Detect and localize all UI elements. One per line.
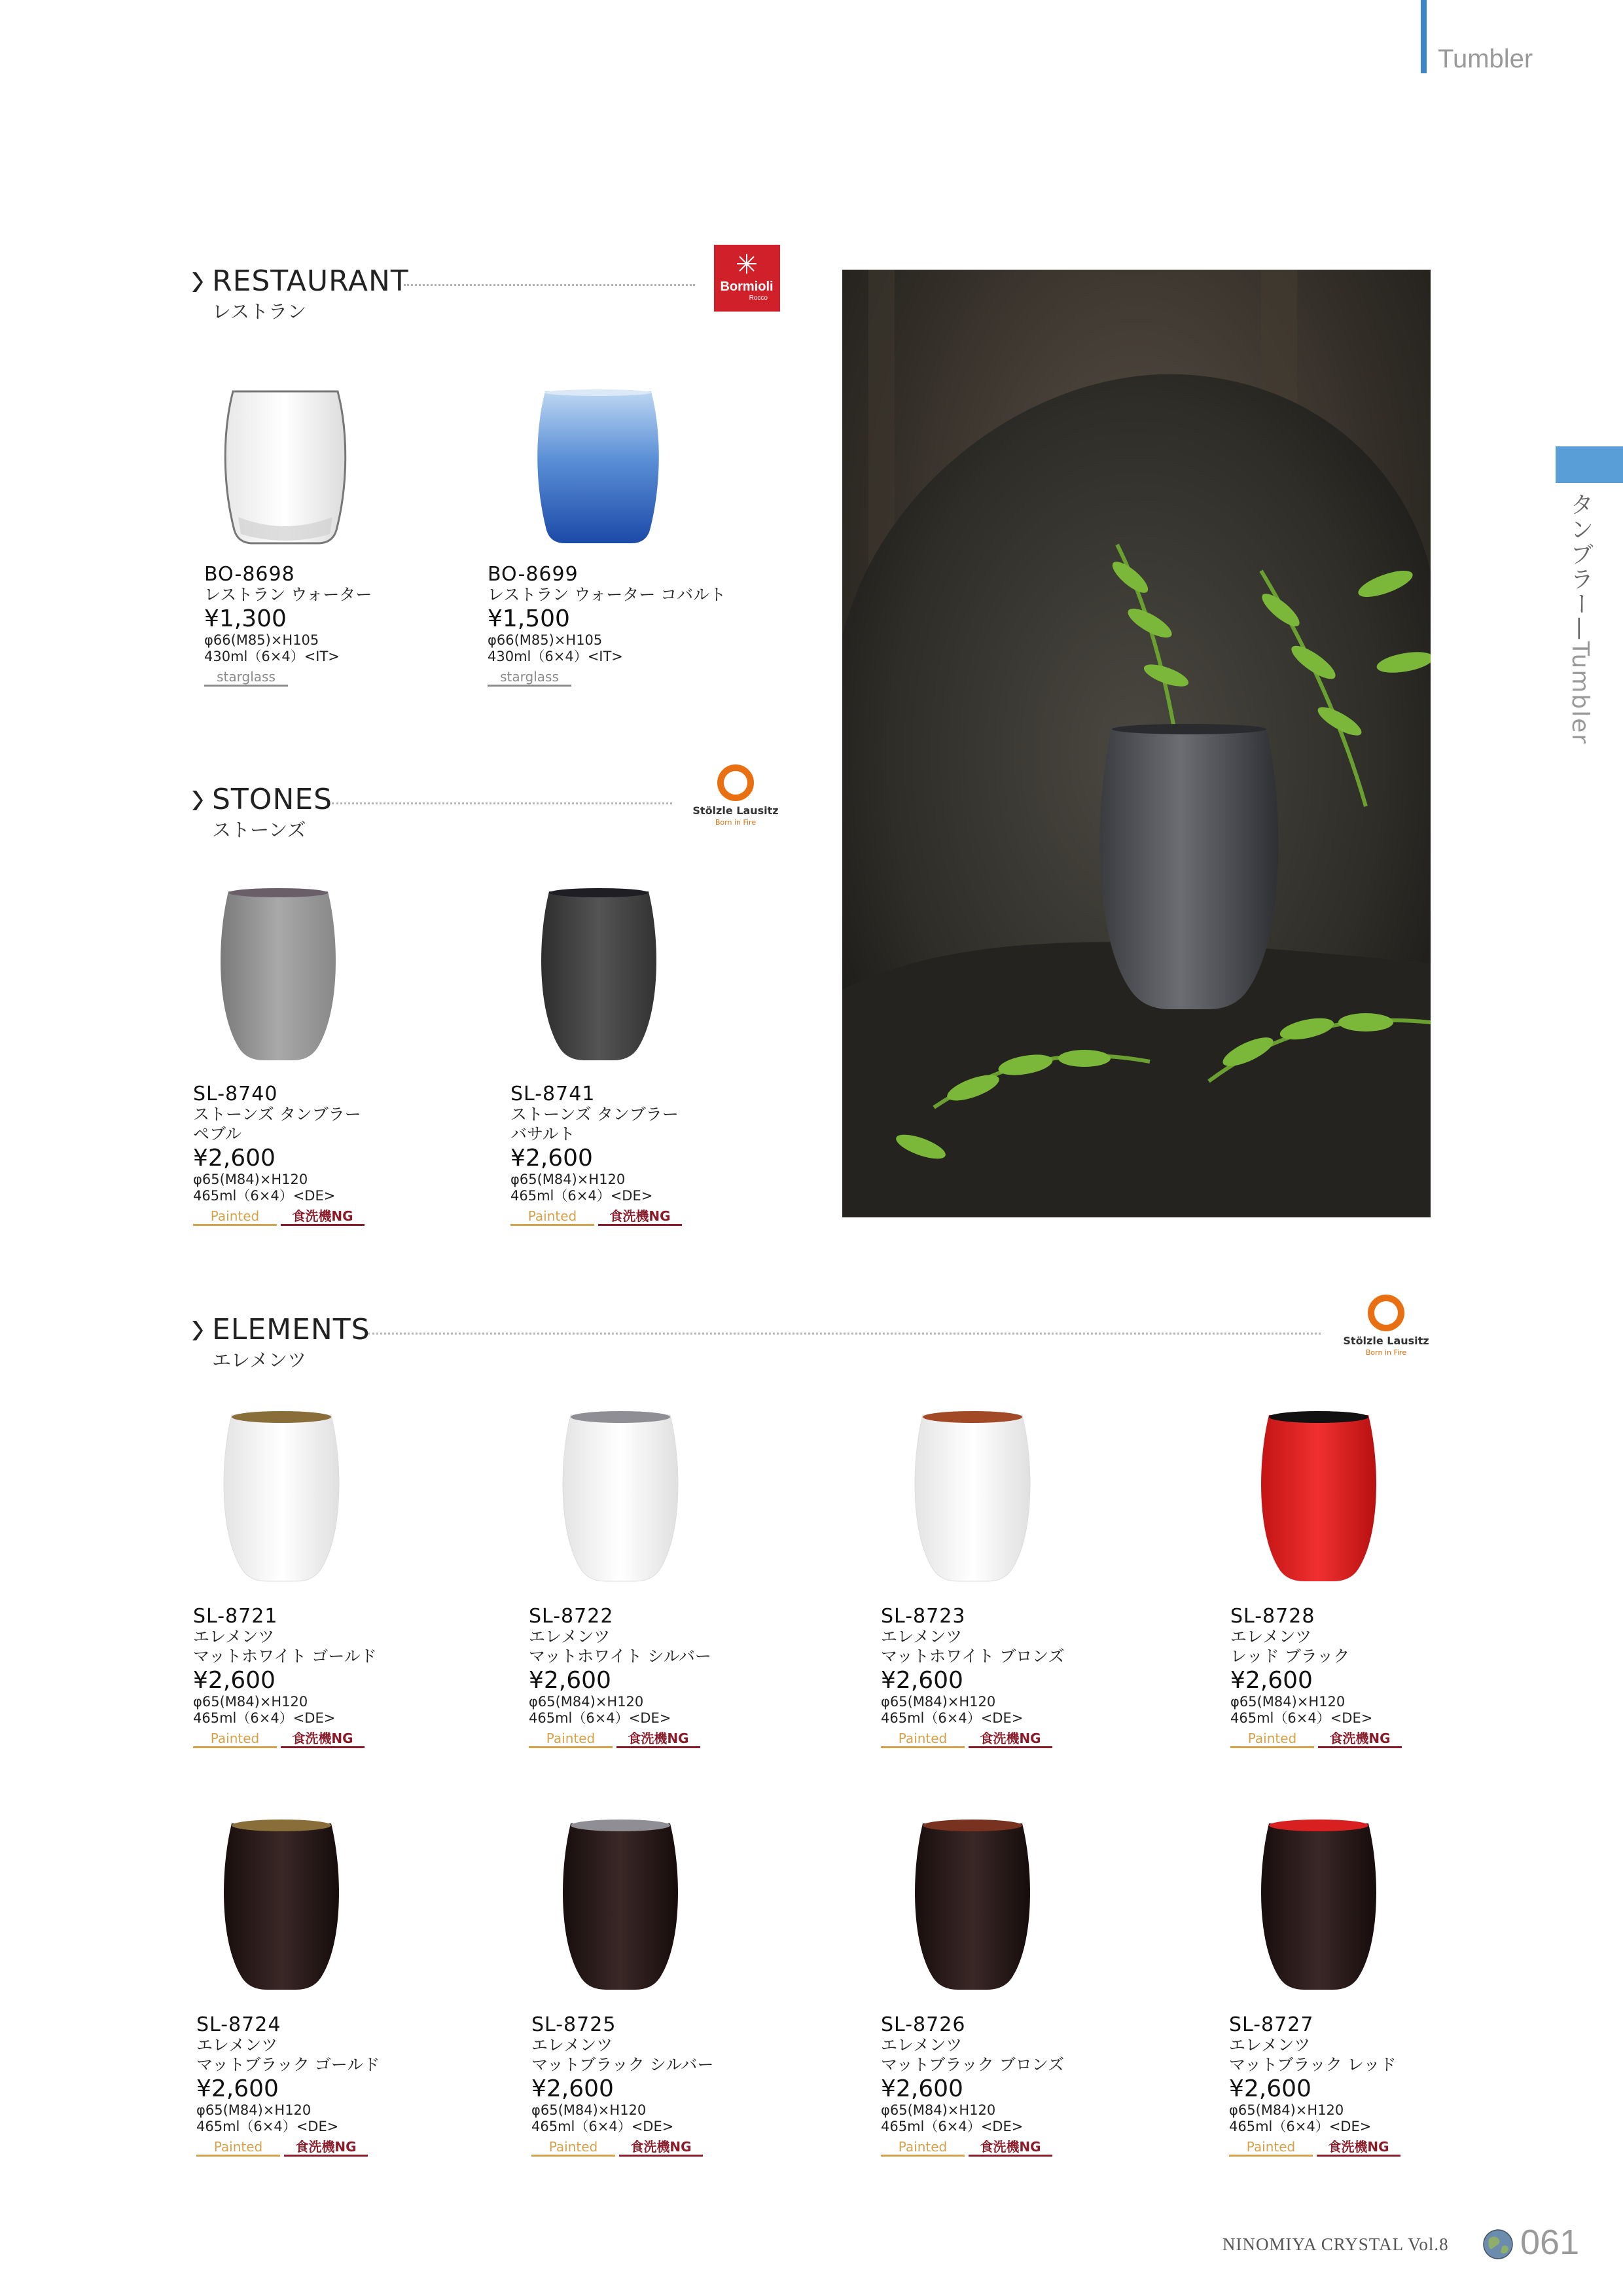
stolzle-logo-name: Stölzle Lausitz bbox=[692, 804, 779, 817]
badge-dishwasher-ng: 食洗機NG bbox=[1318, 1731, 1402, 1748]
side-index-tab[interactable] bbox=[1556, 446, 1623, 483]
side-label-en: Tumbler bbox=[1567, 641, 1594, 745]
product-card-sl-8727[interactable] bbox=[1229, 1820, 1491, 2212]
badge-painted: Painted bbox=[881, 2139, 965, 2157]
product-code: BO-8698 bbox=[204, 563, 295, 586]
product-name-line-2: マットホワイト シルバー bbox=[529, 1647, 711, 1666]
product-name-line-1: エレメンツ bbox=[881, 1627, 963, 1646]
badge-dishwasher-ng: 食洗機NG bbox=[281, 1731, 365, 1748]
product-price: ¥2,600 bbox=[529, 1667, 611, 1694]
globe-icon bbox=[1482, 2229, 1514, 2260]
product-capacity: 430ml（6×4）<IT> bbox=[204, 649, 340, 664]
white-gold-tumbler-image bbox=[223, 1411, 340, 1585]
badge-dishwasher-ng: 食洗機NG bbox=[969, 2139, 1052, 2157]
section-divider bbox=[332, 802, 672, 804]
product-price: ¥2,600 bbox=[881, 1667, 963, 1694]
chevron-right-icon bbox=[191, 271, 203, 293]
product-name-line-2: マットブラック シルバー bbox=[531, 2055, 714, 2074]
chevron-right-icon bbox=[191, 789, 203, 812]
product-capacity: 465ml（6×4）<DE> bbox=[881, 2119, 1024, 2134]
product-info bbox=[204, 564, 372, 687]
product-info bbox=[193, 1084, 365, 1226]
product-size: φ66(M85)×H105 bbox=[488, 632, 603, 648]
stone-tumbler-photo-subject bbox=[1100, 728, 1279, 1009]
product-name-line-2: マットブラック レッド bbox=[1229, 2055, 1397, 2074]
badge-dishwasher-ng: 食洗機NG bbox=[619, 2139, 703, 2157]
product-card-bo-8698[interactable] bbox=[204, 386, 466, 779]
product-code: SL-8726 bbox=[881, 2013, 966, 2036]
badge-painted: Painted bbox=[510, 1208, 594, 1226]
product-card-sl-8740[interactable] bbox=[193, 888, 455, 1280]
white-silver-tumbler-image bbox=[562, 1411, 679, 1585]
product-price: ¥1,500 bbox=[488, 605, 570, 632]
black-silver-tumbler-image bbox=[562, 1820, 679, 1993]
black-red-tumbler-image bbox=[1260, 1820, 1378, 1993]
product-name-line-1: ストーンズ タンブラー bbox=[510, 1105, 679, 1124]
product-code: SL-8721 bbox=[193, 1605, 278, 1628]
side-label-sep: — bbox=[1567, 617, 1594, 641]
product-price: ¥2,600 bbox=[1230, 1667, 1313, 1694]
product-price: ¥1,300 bbox=[204, 605, 287, 632]
chevron-right-icon bbox=[191, 1319, 203, 1342]
product-size: φ66(M85)×H105 bbox=[204, 632, 319, 648]
side-index-label bbox=[1565, 492, 1594, 745]
product-price: ¥2,600 bbox=[193, 1667, 276, 1694]
product-size: φ65(M84)×H120 bbox=[881, 1694, 996, 1710]
white-bronze-tumbler-image bbox=[914, 1411, 1031, 1585]
product-info bbox=[881, 2015, 1064, 2157]
product-name-line-2: レッド ブラック bbox=[1230, 1647, 1350, 1666]
product-name-line-2: マットホワイト ブロンズ bbox=[881, 1647, 1065, 1666]
product-code: BO-8699 bbox=[488, 563, 579, 586]
product-name-line-2: バサルト bbox=[510, 1124, 575, 1143]
product-info bbox=[196, 2015, 380, 2157]
pebble-tumbler-image bbox=[219, 888, 337, 1064]
footer-publication-title: NINOMIYA CRYSTAL Vol.8 bbox=[1222, 2234, 1449, 2254]
clear-tumbler-image bbox=[220, 386, 351, 550]
product-name: レストラン ウォーター コバルト bbox=[488, 585, 726, 604]
section-heading-stones bbox=[191, 783, 702, 842]
product-card-sl-8723[interactable] bbox=[881, 1411, 1143, 1804]
product-code: SL-8725 bbox=[531, 2013, 616, 2036]
stolzle-logo-tag: Born in Fire bbox=[1365, 1348, 1407, 1357]
product-info bbox=[529, 1606, 711, 1748]
product-price: ¥2,600 bbox=[193, 1145, 276, 1172]
badge-painted: Painted bbox=[1229, 2139, 1313, 2157]
badge-starglass: starglass bbox=[488, 669, 571, 687]
product-price: ¥2,600 bbox=[881, 2075, 963, 2102]
product-price: ¥2,600 bbox=[510, 1145, 593, 1172]
product-price: ¥2,600 bbox=[531, 2075, 614, 2102]
badge-painted: Painted bbox=[531, 2139, 615, 2157]
product-card-sl-8728[interactable] bbox=[1230, 1411, 1492, 1804]
product-info bbox=[193, 1606, 377, 1748]
section-title: ELEMENTS bbox=[212, 1313, 370, 1346]
badge-painted: Painted bbox=[881, 1731, 965, 1748]
stolzle-ring-icon bbox=[1366, 1293, 1406, 1333]
section-divider bbox=[404, 284, 695, 286]
product-card-sl-8725[interactable] bbox=[531, 1820, 793, 2212]
product-code: SL-8723 bbox=[881, 1605, 966, 1628]
product-name-line-1: エレメンツ bbox=[531, 2036, 613, 2054]
product-card-sl-8726[interactable] bbox=[881, 1820, 1143, 2212]
product-info bbox=[488, 564, 726, 687]
badge-painted: Painted bbox=[529, 1731, 613, 1748]
product-size: φ65(M84)×H120 bbox=[510, 1172, 626, 1187]
product-name-line-1: エレメンツ bbox=[1230, 1627, 1312, 1646]
section-heading-elements bbox=[191, 1313, 1435, 1372]
product-code: SL-8722 bbox=[529, 1605, 614, 1628]
badge-painted: Painted bbox=[1230, 1731, 1314, 1748]
product-name-line-1: エレメンツ bbox=[529, 1627, 611, 1646]
product-size: φ65(M84)×H120 bbox=[193, 1172, 308, 1187]
product-name-line-2: マットブラック ゴールド bbox=[196, 2055, 380, 2074]
product-capacity: 465ml（6×4）<DE> bbox=[1229, 2119, 1372, 2134]
product-size: φ65(M84)×H120 bbox=[881, 2102, 996, 2118]
badge-dishwasher-ng: 食洗機NG bbox=[284, 2139, 368, 2157]
product-capacity: 465ml（6×4）<DE> bbox=[193, 1710, 336, 1726]
badge-painted: Painted bbox=[193, 1208, 277, 1226]
lifestyle-photo-stone-tumbler bbox=[842, 270, 1431, 1217]
stolzle-lausitz-logo bbox=[687, 763, 785, 835]
section-divider bbox=[368, 1333, 1321, 1335]
page-number: 061 bbox=[1520, 2223, 1580, 2262]
product-card-sl-8721[interactable] bbox=[193, 1411, 455, 1804]
product-name-line-2: ペブル bbox=[193, 1124, 242, 1143]
product-size: φ65(M84)×H120 bbox=[531, 2102, 647, 2118]
header-category-label: Tumbler bbox=[1438, 45, 1533, 73]
product-card-sl-8722[interactable] bbox=[529, 1411, 791, 1804]
stolzle-lausitz-logo bbox=[1337, 1293, 1435, 1365]
product-info bbox=[1229, 2015, 1400, 2157]
product-size: φ65(M84)×H120 bbox=[196, 2102, 312, 2118]
product-name-line-1: エレメンツ bbox=[881, 2036, 963, 2054]
cobalt-tumbler-image bbox=[536, 386, 660, 550]
product-capacity: 465ml（6×4）<DE> bbox=[881, 1710, 1024, 1726]
product-code: SL-8727 bbox=[1229, 2013, 1314, 2036]
product-size: φ65(M84)×H120 bbox=[529, 1694, 644, 1710]
product-size: φ65(M84)×H120 bbox=[1229, 2102, 1344, 2118]
stolzle-logo-name: Stölzle Lausitz bbox=[1343, 1335, 1429, 1347]
product-info bbox=[531, 2015, 713, 2157]
product-code: SL-8740 bbox=[193, 1083, 278, 1105]
badge-painted: Painted bbox=[193, 1731, 277, 1748]
section-title: RESTAURANT bbox=[212, 264, 409, 298]
product-info bbox=[510, 1084, 682, 1226]
badge-dishwasher-ng: 食洗機NG bbox=[969, 1731, 1052, 1748]
product-capacity: 465ml（6×4）<DE> bbox=[1230, 1710, 1373, 1726]
product-code: SL-8741 bbox=[510, 1083, 596, 1105]
product-capacity: 465ml（6×4）<DE> bbox=[193, 1188, 336, 1204]
product-name-line-1: エレメンツ bbox=[193, 1627, 275, 1646]
black-gold-tumbler-image bbox=[223, 1820, 340, 1993]
basalt-tumbler-image bbox=[540, 888, 658, 1064]
badge-dishwasher-ng: 食洗機NG bbox=[598, 1208, 682, 1226]
product-name-line-1: エレメンツ bbox=[1229, 2036, 1311, 2054]
badge-dishwasher-ng: 食洗機NG bbox=[281, 1208, 365, 1226]
stolzle-logo-tag: Born in Fire bbox=[715, 818, 757, 827]
product-capacity: 465ml（6×4）<DE> bbox=[531, 2119, 674, 2134]
product-size: φ65(M84)×H120 bbox=[193, 1694, 308, 1710]
bormioli-logo-sub: Rocco bbox=[749, 295, 768, 302]
section-subtitle: エレメンツ bbox=[212, 1349, 307, 1371]
product-info bbox=[1230, 1606, 1402, 1748]
product-name-line-1: ストーンズ タンブラー bbox=[193, 1105, 361, 1124]
product-capacity: 465ml（6×4）<DE> bbox=[196, 2119, 339, 2134]
bormioli-logo-name: Bormioli bbox=[720, 279, 774, 294]
product-card-sl-8724[interactable] bbox=[196, 1820, 458, 2212]
section-title: STONES bbox=[212, 783, 333, 816]
bormioli-rocco-logo bbox=[714, 245, 780, 312]
section-subtitle: レストラン bbox=[212, 300, 307, 323]
product-card-sl-8741[interactable] bbox=[510, 888, 772, 1280]
badge-dishwasher-ng: 食洗機NG bbox=[616, 1731, 700, 1748]
badge-starglass: starglass bbox=[204, 669, 288, 687]
product-code: SL-8728 bbox=[1230, 1605, 1315, 1628]
product-name-line-2: マットホワイト ゴールド bbox=[193, 1647, 377, 1666]
product-capacity: 430ml（6×4）<IT> bbox=[488, 649, 623, 664]
product-info bbox=[881, 1606, 1064, 1748]
stolzle-ring-icon bbox=[716, 763, 755, 802]
badge-painted: Painted bbox=[196, 2139, 280, 2157]
product-capacity: 465ml（6×4）<DE> bbox=[510, 1188, 653, 1204]
product-price: ¥2,600 bbox=[1229, 2075, 1311, 2102]
product-capacity: 465ml（6×4）<DE> bbox=[529, 1710, 671, 1726]
product-name-line-1: エレメンツ bbox=[196, 2036, 278, 2054]
red-black-tumbler-image bbox=[1260, 1411, 1378, 1585]
section-subtitle: ストーンズ bbox=[212, 819, 306, 841]
badge-dishwasher-ng: 食洗機NG bbox=[1317, 2139, 1400, 2157]
product-price: ¥2,600 bbox=[196, 2075, 279, 2102]
black-bronze-tumbler-image bbox=[914, 1820, 1031, 1993]
product-size: φ65(M84)×H120 bbox=[1230, 1694, 1346, 1710]
header-accent-bar bbox=[1421, 0, 1427, 73]
product-name: レストラン ウォーター bbox=[204, 585, 372, 604]
side-label-ja: タンブラー bbox=[1567, 492, 1594, 617]
product-code: SL-8724 bbox=[196, 2013, 281, 2036]
section-heading-restaurant bbox=[191, 264, 702, 323]
product-card-bo-8699[interactable] bbox=[488, 386, 749, 779]
product-name-line-2: マットブラック ブロンズ bbox=[881, 2055, 1064, 2074]
